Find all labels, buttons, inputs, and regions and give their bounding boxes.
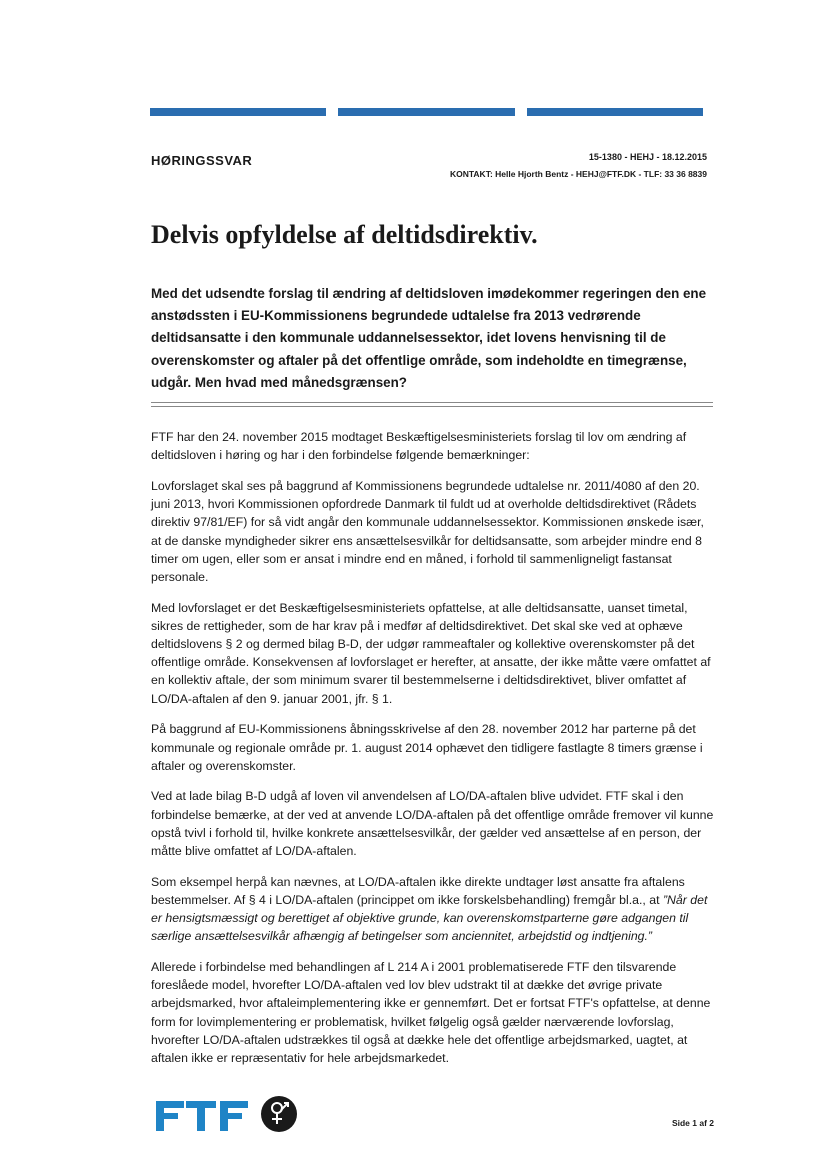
divider-line-bottom: [151, 406, 713, 407]
body-paragraph-6-text: Som eksempel herpå kan nævnes, at LO/DA-aftalen ikke direkte undtager løst ansatte fra aftalens bestemmelser. Af § 4 i LO/DA-aftalen (princippet om ikke forskelsbehandling) fremgår bl.a., at: [151, 874, 685, 907]
divider-line-top: [151, 402, 713, 403]
lead-paragraph: Med det udsendte forslag til ændring af deltidsloven imødekommer regeringen den ene anstødssten i EU-Kommissionens begrundede udtalelse fra 2013 vedrørende deltidsansatte i den kommunale uddannelsessektor, idet lovens henvisning til de overenskomster og aftaler på det offentlige område, som indeholdte en timegrænse, udgår. Men hvad med månedsgrænsen?: [151, 286, 707, 390]
header-bar-2: [338, 108, 515, 116]
body-text: [151, 428, 716, 1080]
body-paragraph-7: Allerede i forbindelse med behandlingen af L 214 A i 2001 problematiserede FTF den tilsvarende foreslåede model, hvorefter LO/DA-aftalen ved lov blev udstrakt til at dække det øvrige private arbejdsmarked, hvor aftaleimplementering ikke er gennemført. Det er fortsat FTF's opfattelse, at denne form for lovimplementering er problematisk, hvilket følgelig også gælder nærværende lovforslag, hvorefter LO/DA-aftalen udstrækkes til også at dække hele det offentlige arbejdsmarked, uagtet, at aftalen ikke er repræsentativ for hele arbejdsmarkedet.: [151, 960, 711, 1066]
body-paragraph-2: Lovforslaget skal ses på baggrund af Kommissionens begrundede udtalelse nr. 2011/4080 af den 20. juni 2013, hvori Kommissionen opfordrede Danmark til fuldt ud at overholde deltidsdirektivet (Rådets direktiv 97/81/EF) for så vidt angår den kommunale uddannelsessektor. Kommissionen ønskede især, at de danske myndigheder sikrer ens ansættelsesvilkår for deltidsansatte, som arbejder mindre end 8 timer om ugen, eller som er ansat i mindre end en måned, i forhold til sammenligneligt fastansat personale.: [151, 478, 704, 584]
body-paragraph-6: [151, 873, 716, 946]
document-type-label: HØRINGSSVAR: [151, 153, 253, 168]
page-number: Side 1 af 2: [671, 1118, 714, 1128]
document-reference: 15-1380 - HEHJ - 18.12.2015: [588, 152, 707, 162]
body-paragraph-4: På baggrund af EU-Kommissionens åbningsskrivelse af den 28. november 2012 har parterne på det kommunale og regionale område pr. 1. august 2014 ophævet den tidligere fastlagte 8 timers grænse i aftaler og overenskomster.: [151, 722, 703, 773]
ftf-logo: [156, 1093, 306, 1135]
body-paragraph-5: Ved at lade bilag B-D udgå af loven vil anvendelsen af LO/DA-aftalen blive udvidet. FTF skal i den forbindelse bemærke, at der ved at anvende LO/DA-aftalen på det offentlige område fremover vil kunne opstå tvivl i forhold til, hvilke konkrete ansættelsesvilkår, der gælder ved ansættelse af en person, der måtte blive omfattet af LO/DA-aftalen.: [151, 789, 714, 859]
page-title: Delvis opfyldelse af deltidsdirektiv.: [151, 220, 538, 249]
header-bar-1: [150, 108, 326, 116]
ftf-logo-graphic: [156, 1093, 306, 1135]
body-paragraph-1: FTF har den 24. november 2015 modtaget Beskæftigelsesministeriets forslag til lov om ændring af deltidsloven i høring og har i den forbindelse følgende bemærkninger:: [151, 430, 687, 463]
header-bar-3: [527, 108, 703, 116]
body-paragraph-3: Med lovforslaget er det Beskæftigelsesministeriets opfattelse, at alle deltidsansatte, uanset timetal, sikres de rettigheder, som de har krav på i medfør af deltidsdirektivet. Det skal ske ved at ophæve deltidslovens § 2 og dermed bilag B-D, der udgør rammeaftaler og kollektive overenskomster på det offentlige område. Konsekvensen af lovforslaget er herefter, at ansatte, der ikke måtte være omfattet af en kollektiv aftale, der som minimum svarer til bestemmelserne i deltidsdirektivet, bliver omfattet af LO/DA-aftalen af den 9. januar 2001, jfr. § 1.: [151, 600, 711, 706]
contact-info: KONTAKT: Helle Hjorth Bentz - HEHJ@FTF.DK - TLF: 33 36 8839: [449, 169, 707, 179]
quote-text: ”Når det er hensigtsmæssigt og berettiget af objektive grunde, kan overenskomstparterne gøre adgangen til særlige ansættelsesvilkår afhængig af betingelser som anciennitet, arbejdstid og indtjening.”: [151, 892, 708, 944]
